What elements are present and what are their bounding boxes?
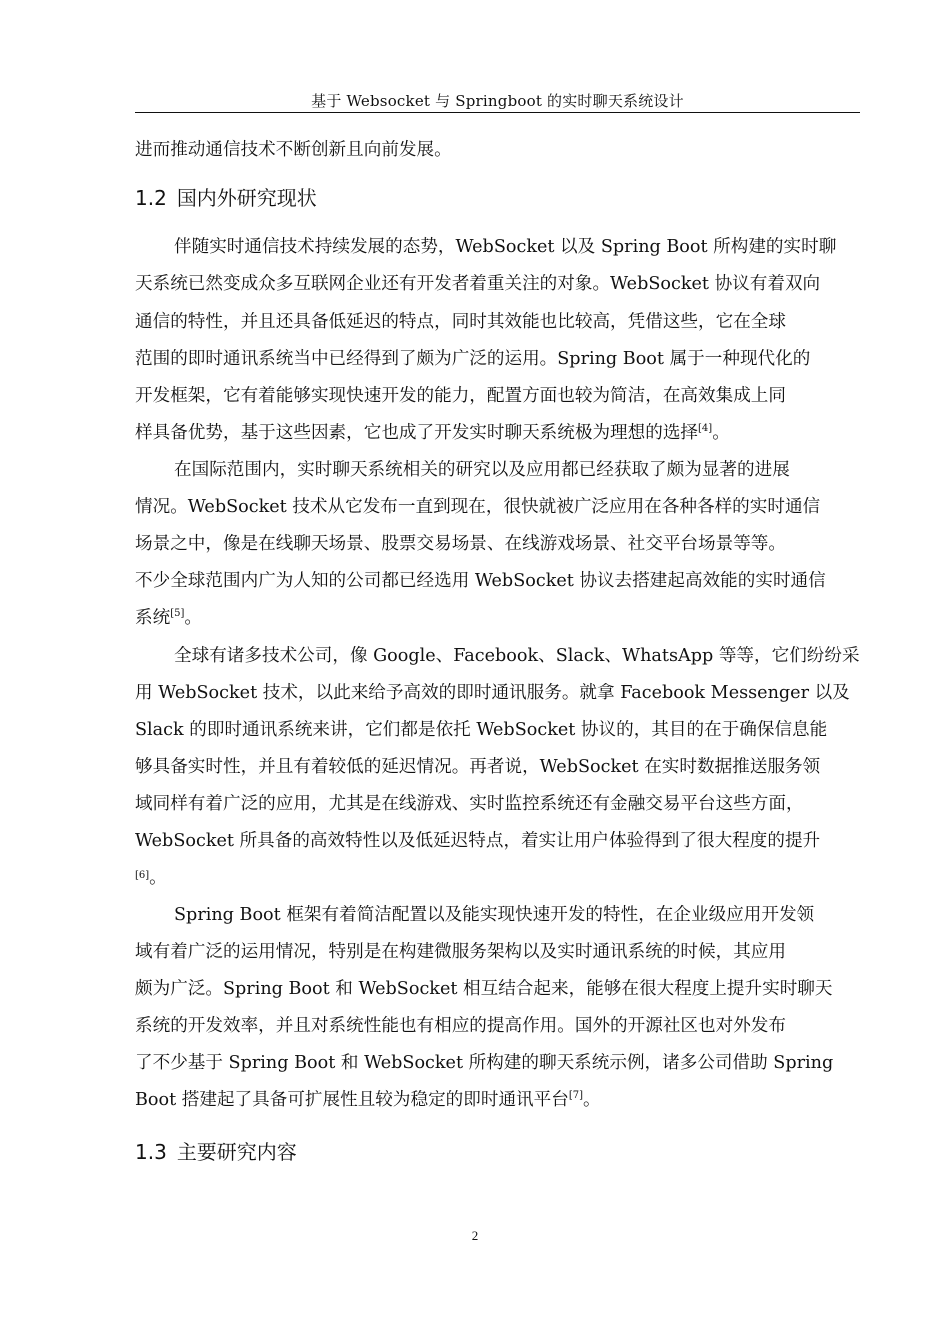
paragraph-3-line: 够具备实时性，并且有着较低的延迟情况。再者说，WebSocket 在实时数据推送服务领 (135, 757, 821, 777)
section-title: 主要研究内容 (176, 1140, 297, 1164)
paragraph-4-last-line: Boot 搭建起了具备可扩展性且较为稳定的即时通讯平台[7]。 (135, 1090, 601, 1110)
citation: [4] (698, 423, 713, 435)
paragraph-4-line: 域有着广泛的运用情况，特别是在构建微服务架构以及实时通讯系统的时候，其应用 (135, 942, 786, 962)
paragraph-1-line: 范围的即时通讯系统当中已经得到了颇为广泛的运用。Spring Boot 属于一种现代化的 (135, 349, 811, 369)
paragraph-4-line: 颇为广泛。Spring Boot 和 WebSocket 相互结合起来，能够在很大程度上提升实时聊天 (135, 979, 833, 999)
running-header: 基于 Websocket 与 Springboot 的实时聊天系统设计 (311, 92, 684, 110)
paragraph-3-line: 全球有诸多技术公司，像 Google、Facebook、Slack、WhatsApp 等等，它们纷纷采 (174, 646, 860, 666)
paragraph-2-line: 场景之中，像是在线聊天场景、股票交易场景、在线游戏场景、社交平台场景等等。 (135, 534, 786, 554)
section-heading-1-2 (135, 184, 317, 212)
paragraph-3-last-line: [6]。 (135, 868, 167, 888)
paragraph-3-line: WebSocket 所具备的高效特性以及低延迟特点，着实让用户体验得到了很大程度的提升 (135, 831, 821, 851)
paragraph-1-line: 通信的特性，并且还具备低延迟的特点，同时其效能也比较高，凭借这些，它在全球 (135, 312, 786, 332)
header-rule (135, 112, 860, 113)
paragraph-1-line: 伴随实时通信技术持续发展的态势，WebSocket 以及 Spring Boot 所构建的实时聊 (174, 237, 837, 257)
paragraph-1-last-line: 样具备优势，基于这些因素，它也成了开发实时聊天系统极为理想的选择[4]。 (135, 423, 730, 443)
section-heading-1-3 (135, 1138, 297, 1166)
paragraph-2-line: 情况。WebSocket 技术从它发布一直到现在，很快就被广泛应用在各种各样的实时通信 (135, 497, 821, 517)
paragraph-4-line: 系统的开发效率，并且对系统性能也有相应的提高作用。国外的开源社区也对外发布 (135, 1016, 786, 1036)
paragraph-1-line: 开发框架，它有着能够实现快速开发的能力，配置方面也较为简洁，在高效集成上同 (135, 386, 786, 406)
citation: [5] (170, 608, 185, 620)
paragraph-2-line: 不少全球范围内广为人知的公司都已经选用 WebSocket 协议去搭建起高效能的实时通信 (135, 571, 826, 591)
section-title: 国内外研究现状 (176, 186, 317, 210)
paragraph-4-line: 了不少基于 Spring Boot 和 WebSocket 所构建的聊天系统示例，诸多公司借助 Spring (135, 1053, 834, 1073)
paragraph-2-last-line: 系统[5]。 (135, 608, 202, 628)
paragraph-3-line: Slack 的即时通讯系统来讲，它们都是依托 WebSocket 协议的，其目的在于确保信息能 (135, 720, 828, 740)
page-number: 2 (471, 1228, 479, 1243)
continuation-line: 进而推动通信技术不断创新且向前发展。 (135, 140, 452, 160)
paragraph-4-line: Spring Boot 框架有着简洁配置以及能实现快速开发的特性，在企业级应用开发领 (174, 905, 815, 925)
paragraph-1-line: 天系统已然变成众多互联网企业还有开发者着重关注的对象。WebSocket 协议有着双向 (135, 274, 821, 294)
paragraph-2-line: 在国际范围内，实时聊天系统相关的研究以及应用都已经获取了颇为显著的进展 (174, 460, 790, 480)
citation: [6] (135, 870, 150, 881)
citation: [7] (568, 1090, 584, 1102)
section-number: 1.2 (135, 186, 167, 210)
paragraph-3-line: 用 WebSocket 技术，以此来给予高效的即时通讯服务。就拿 Facebook Messenger 以及 (135, 683, 850, 703)
paragraph-3-line: 域同样有着广泛的应用，尤其是在线游戏、实时监控系统还有金融交易平台这些方面， (135, 794, 804, 814)
section-number: 1.3 (135, 1140, 167, 1164)
